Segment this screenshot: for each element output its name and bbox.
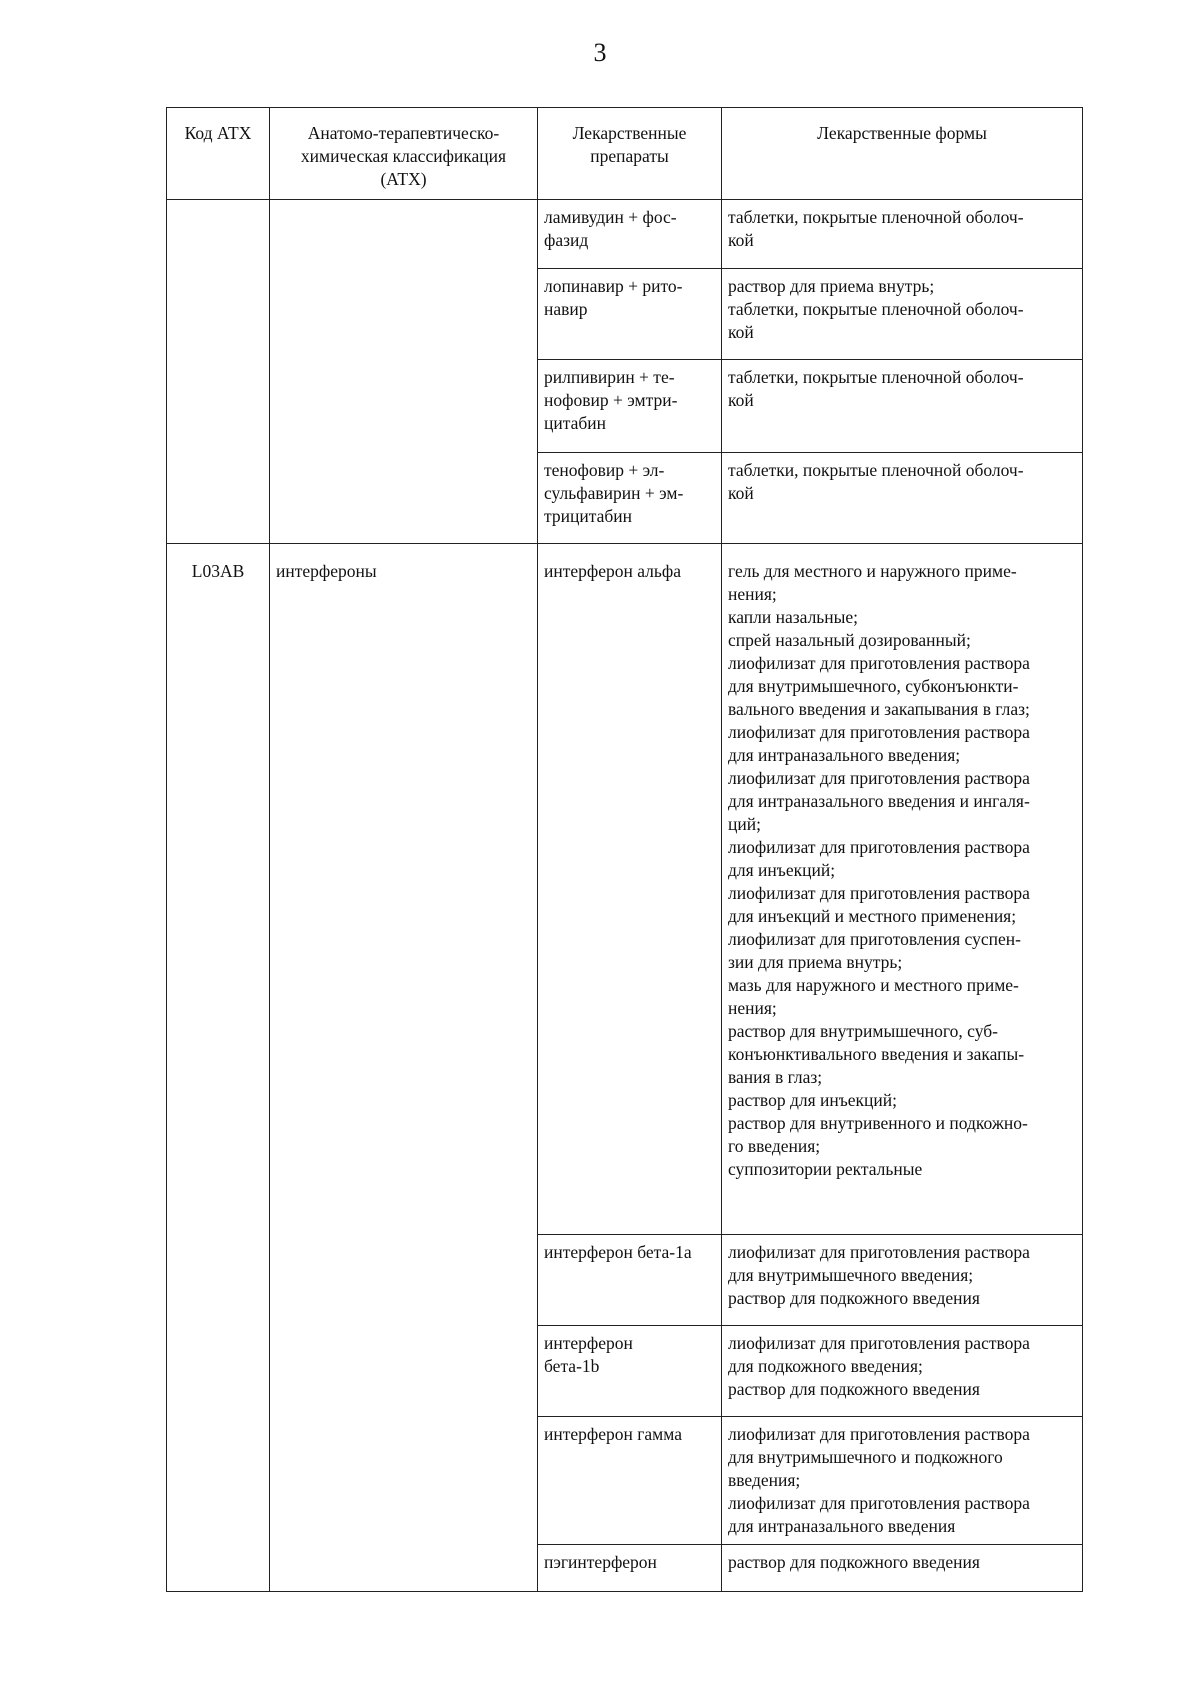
atx-table xyxy=(166,107,1083,1592)
dosage-forms: лиофилизат для приготовления раствора для внутримышечного введения; раствор для подкожного введения xyxy=(722,1235,1083,1326)
header-drugs: Лекарственные препараты xyxy=(538,108,722,200)
table-row xyxy=(167,544,1083,1235)
empty-class-cell xyxy=(270,200,538,544)
drug-name: ламивудин + фос- фазид xyxy=(538,200,722,269)
drug-name: лопинавир + рито- навир xyxy=(538,269,722,360)
drug-name: интерферон бета-1b xyxy=(538,1326,722,1417)
drug-name: интерферон бета-1a xyxy=(538,1235,722,1326)
page-number: 3 xyxy=(593,38,607,67)
dosage-forms: таблетки, покрытые пленочной оболоч- кой xyxy=(722,453,1083,544)
dosage-forms: гель для местного и наружного приме- нения; капли назальные; спрей назальный дозированный; лиофилизат для приготовления раствора для внутримышечного, субконъюнкти- вального введения и закапывания в глаз; лиофилизат для приготовления раствора для интраназального введения; лиофилизат для приготовления раствора для интраназального введения и ингаля- ций; лиофилизат для приготовления раствора для инъекций; лиофилизат для приготовления раствора для инъекций и местного применения; лиофилизат для приготовления суспен- зии для приема внутрь; мазь для наружного и местного приме- нения; раствор для внутримышечного, суб- конъюнктивального введения и закапы- вания в глаз; раствор для инъекций; раствор для внутривенного и подкожно- го введения; суппозитории ректальные xyxy=(722,544,1083,1235)
atx-code: L03AB xyxy=(167,544,270,1592)
dosage-forms: раствор для приема внутрь; таблетки, покрытые пленочной оболоч- кой xyxy=(722,269,1083,360)
drug-name: рилпивирин + те- нофовир + эмтри- цитабин xyxy=(538,360,722,453)
dosage-forms: лиофилизат для приготовления раствора для подкожного введения; раствор для подкожного введения xyxy=(722,1326,1083,1417)
empty-code-cell xyxy=(167,200,270,544)
header-atx-code: Код АТХ xyxy=(167,108,270,200)
dosage-forms: таблетки, покрытые пленочной оболоч- кой xyxy=(722,200,1083,269)
header-dosage-forms: Лекарственные формы xyxy=(722,108,1083,200)
table-header xyxy=(167,108,1083,200)
drug-name: интерферон гамма xyxy=(538,1417,722,1545)
dosage-forms: таблетки, покрытые пленочной оболоч- кой xyxy=(722,360,1083,453)
dosage-forms: раствор для подкожного введения xyxy=(722,1545,1083,1592)
drug-name: интерферон альфа xyxy=(538,544,722,1235)
atx-group-name: интерфероны xyxy=(270,544,538,1592)
dosage-forms: лиофилизат для приготовления раствора для внутримышечного и подкожного введения; лиофилизат для приготовления раствора для интраназального введения xyxy=(722,1417,1083,1545)
drug-name: пэгинтерферон xyxy=(538,1545,722,1592)
header-atx-classification: Анатомо-терапевтическо- химическая классификация (АТХ) xyxy=(270,108,538,200)
drug-name: тенофовир + эл- сульфавирин + эм- трицитабин xyxy=(538,453,722,544)
table-row xyxy=(167,200,1083,269)
